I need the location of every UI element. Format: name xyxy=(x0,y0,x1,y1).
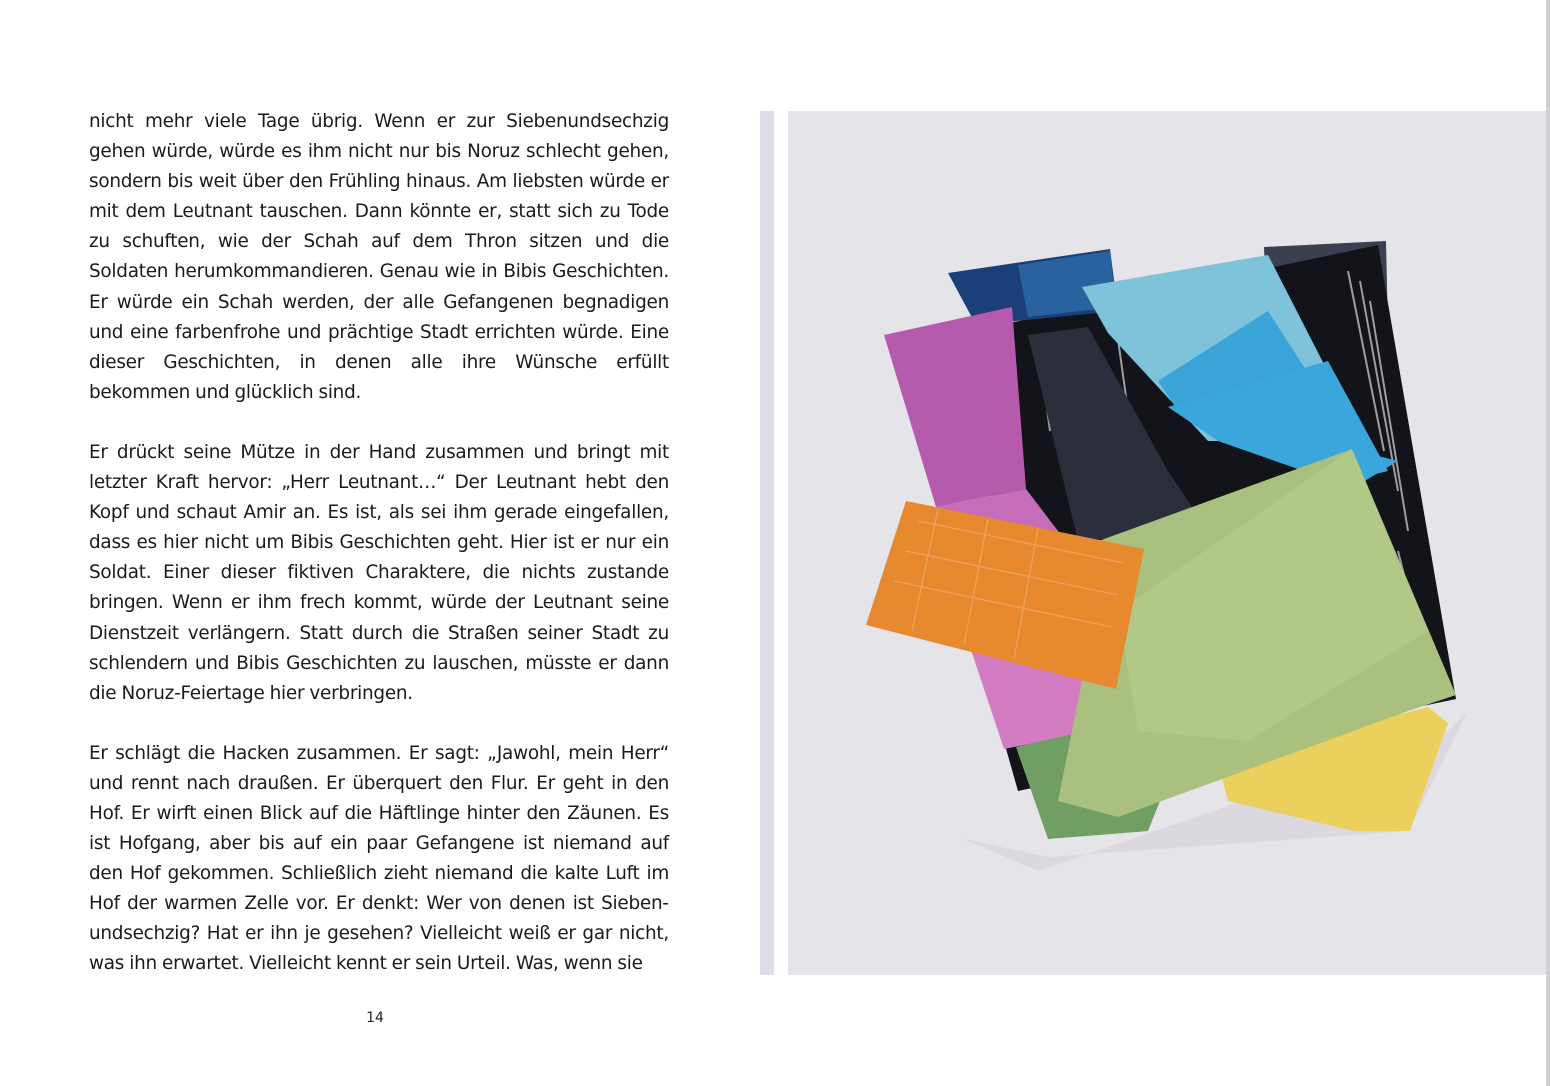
page-right-edge xyxy=(1546,0,1550,1086)
paragraph-1: nicht mehr viele Tage übrig. Wenn er zur Siebenundsechzig gehen würde, würde es ihm nicht nur bis Noruz schlecht gehen, sondern bis weit über den Frühling hinaus. Am liebsten würde er mit dem Leutnant tauschen. Dann könnte er, statt sich zu Tode zu schuften, wie der Schah auf dem Thron sitzen und die Soldaten herumkommandieren. Genau wie in Bibis Geschichten. Er würde ein Schah werden, der alle Gefangenen begnadigen und eine farbenfrohe und prächtige Stadt errichten würde. Eine dieser Geschichten, in denen alle ihre Wünsche erfüllt bekommen und glücklich sind. xyxy=(89,111,669,403)
paragraph-2: Er drückt seine Mütze in der Hand zusammen und bringt mit letzter Kraft hervor: „Herr Leutnant…“ Der Leutnant hebt den Kopf und schaut Amir an. Es ist, als sei ihm gerade eingefallen, dass es hier nicht um Bibis Geschichten geht. Hier ist er nur ein Soldat. Einer dieser fiktiven Charaktere, die nichts zustande bringen. Wenn er ihm frech kommt, würde der Leutnant seine Dienstzeit verlängern. Statt durch die Straßen seiner Stadt zu schlendern und Bibis Geschichten zu lauschen, müsste er dann die Noruz-Feiertage hier verbringen. xyxy=(89,441,669,704)
artwork-frame xyxy=(760,111,1550,975)
text-column xyxy=(89,107,669,1010)
paragraph-3: Er schlägt die Hacken zusammen. Er sagt: „Jawohl, mein Herr“ und rennt nach draußen. Er überquert den Flur. Er geht in den Hof. Er wirft einen Blick auf die Häftlinge hinter den Zäunen. Es ist Hofgang, aber bis auf ein paar Gefangene ist niemand auf den Hof gekommen. Schließlich zieht niemand die kalte Luft im Hof der warmen Zelle vor. Er denkt: Wer von denen ist Siebenundsechzig? Hat er ihn je gesehen? Vielleicht weiß er gar nicht, was ihn erwartet. Vielleicht kennt er sein Urteil. Was, wenn sie xyxy=(89,742,669,975)
collage-photo xyxy=(788,111,1550,975)
page-number: 14 xyxy=(366,1010,384,1026)
page-spine-strip xyxy=(760,111,774,975)
collage-artwork xyxy=(788,111,1550,975)
